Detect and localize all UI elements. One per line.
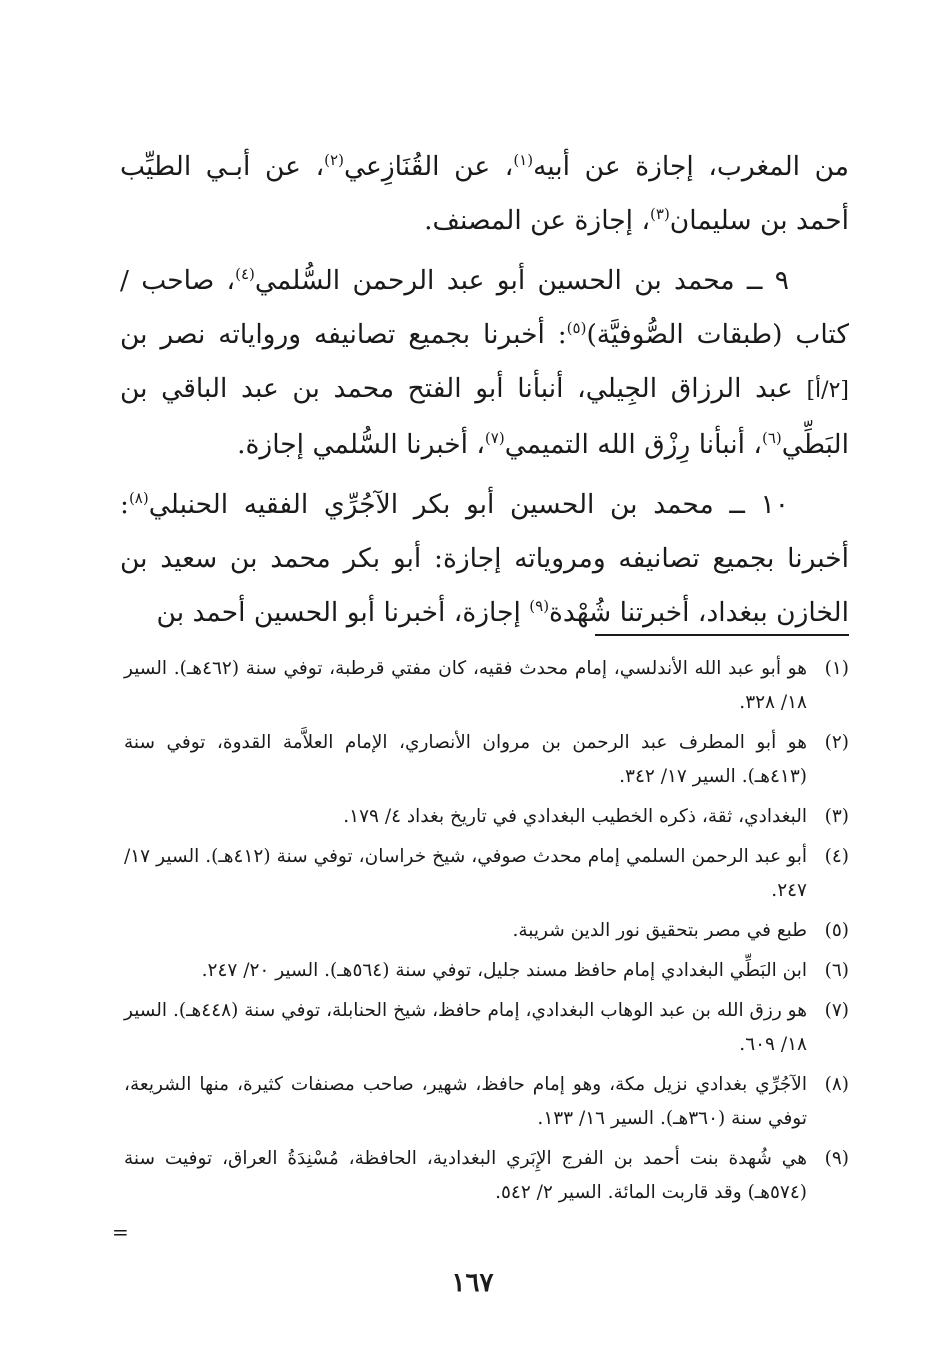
paragraph-entry-10 [120,478,849,640]
footnote-number: (٢) [824,732,849,753]
footnote-separator [595,634,849,636]
footnote-ref[interactable]: (٥) [566,319,587,338]
footnote-ref[interactable]: (٧) [484,429,505,448]
text-segment: ، عن أبـي الطيِّب أحمد بن سليمان [120,151,849,236]
text-segment: ، إجازة عن المصنف. [424,205,651,236]
text-segment: عبد الرزاق الجِيلي، أنبأنا أبو الفتح محمد بن عبد الباقي بن البَطِّي [120,373,849,460]
footnote-number: (٦) [824,960,849,981]
footnote-text: هو أبو المطرف عبد الرحمن بن مروان الأنصاري، الإمام العلاَّمة القدوة، توفي سنة (٤١٣هـ). السير ١٧/ ٣٤٢. [124,732,807,787]
text-segment: : أخبرنا بجميع تصانيفه ورواياته نصر بن [120,319,567,350]
footnote-number: (٤) [824,846,849,867]
footnote [124,914,849,948]
footnote [124,800,849,834]
footnote-number: (٥) [824,920,849,941]
footnote-text: هي شُهدة بنت أحمد بن الفرج الإِبَري البغدادية، الحافظة، مُسْنِدَةُ العراق، توفيت سنة (٥٧٤هـ) وقد قاربت المائة. السير ٢/ ٥٤٢. [124,1148,807,1203]
footnote-ref[interactable]: (٣) [650,205,670,224]
footnote-ref[interactable]: (٨) [128,489,149,508]
footnote [124,1142,849,1210]
text-segment: ٩ ــ محمد بن الحسين أبو عبد الرحمن السُّلمي [254,265,789,296]
footnote-text: هو أبو عبد الله الأندلسي، إمام محدث فقيه، كان مفتي قرطبة، توفي سنة (٤٦٢هـ). السير ١٨/ ٣٢٨. [124,658,807,713]
text-segment: ، أنبأنا رِزْق الله التميمي [504,429,762,460]
footnote-number: (١) [824,658,849,679]
footnote-text: الآجُرِّي بغدادي نزيل مكة، وهو إمام حافظ، شهير، صاحب مصنفات كثيرة، منها الشريعة، توفي سنة (٣٦٠هـ). السير ١٦/ ١٣٣. [124,1074,807,1129]
text-segment: ، عن القُنَازِعي [343,151,514,182]
footnote-text: هو رزق الله بن عبد الوهاب البغدادي، إمام حافظ، شيخ الحنابلة، توفي سنة (٤٤٨هـ). السير ١٨/ ٦٠٩. [124,1000,807,1055]
footnote-ref[interactable]: (٢) [324,151,344,170]
continuation-mark: = [112,1220,129,1244]
text-segment: ، صاحب /كتاب (طبقات الصُّوفيَّة) [120,265,849,350]
text-segment: : أخبرنا بجميع تصانيفه ومروياته إجازة: أبو بكر محمد بن سعيد بن الخازن ببغداد، أخبرتنا شُهْدة [120,489,849,628]
footnote [124,994,849,1062]
footnote [124,840,849,908]
footnote-number: (٧) [824,1000,849,1021]
footnote-number: (٣) [824,806,849,827]
text-segment: إجازة، أخبرنا أبو الحسين أحمد بن [156,597,530,628]
footnote-ref[interactable]: (٦) [761,429,782,448]
footnote [124,652,849,720]
text-segment: ١٠ ــ محمد بن الحسين أبو بكر الآجُرِّي الفقيه الحنبلي [148,489,789,520]
footnote-ref[interactable]: (٩) [529,597,550,616]
footnotes [124,652,849,1216]
footnote [124,954,849,988]
footnote-text: البغدادي، ثقة، ذكره الخطيب البغدادي في تاريخ بغداد ٤/ ١٧٩. [343,806,807,827]
footnote-text: طبع في مصر بتحقيق نور الدين شريبة. [512,920,807,941]
footnote-ref[interactable]: (١) [513,151,534,170]
paragraph-entry-9 [120,254,849,472]
footnote-ref[interactable]: (٤) [235,265,255,284]
text-segment: ، أخبرنا السُّلمي إجازة. [237,429,485,460]
footnote-text: ابن البَطِّي البغدادي إمام حافظ مسند جليل، توفي سنة (٥٦٤هـ). السير ٢٠/ ٢٤٧. [201,960,807,981]
footnote-number: (٩) [824,1148,849,1169]
text-segment: من المغرب، إجازة عن أبيه [533,151,849,182]
page-number: ١٦٧ [451,1268,494,1298]
footnote-number: (٨) [824,1074,849,1095]
footnote [124,1068,849,1136]
footnote [124,726,849,794]
footnote-text: أبو عبد الرحمن السلمي إمام محدث صوفي، شيخ خراسان، توفي سنة (٤١٢هـ). السير ١٧/ ٢٤٧. [124,846,807,901]
manuscript-folio-marker: [٢/أ] [806,378,849,403]
main-text [120,140,849,646]
paragraph-1 [120,140,849,248]
